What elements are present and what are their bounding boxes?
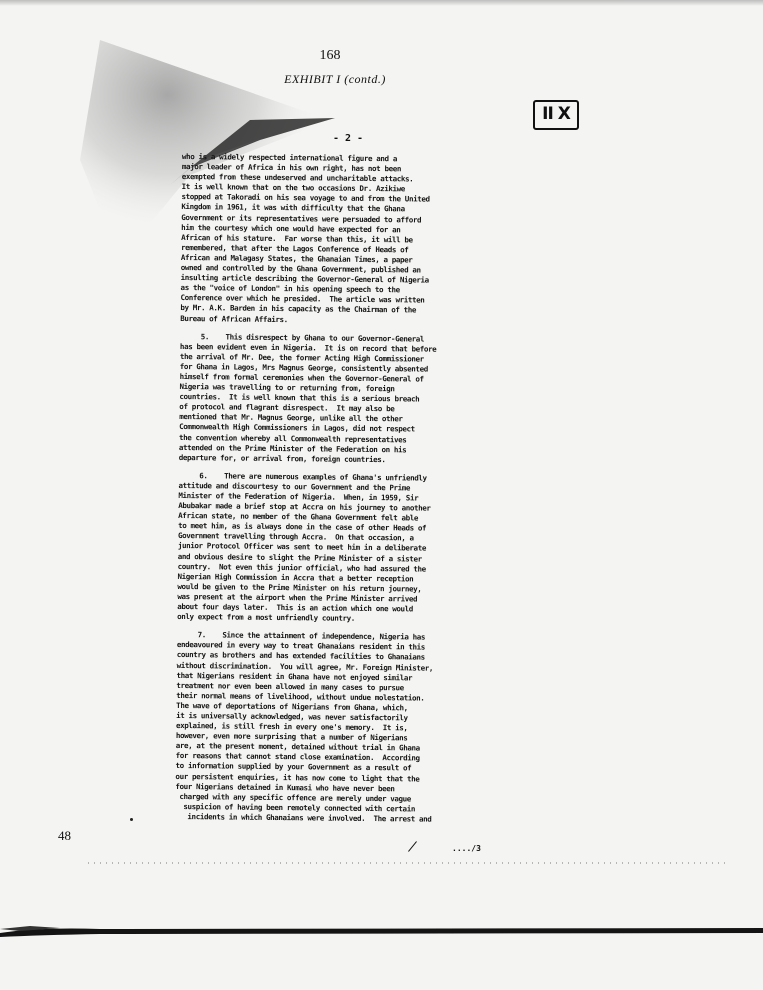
- body-line: Commonwealth High Commissioners in Lagos, did not respect: [179, 422, 415, 434]
- body-line: major leader of Africa in his own right, has not been: [181, 162, 402, 174]
- typewritten-letter-body: [175, 152, 562, 826]
- margin-page-number: 48: [58, 828, 71, 843]
- body-line: who is a widely respected international figure and a: [181, 152, 398, 164]
- book-page-number: 168: [319, 48, 341, 63]
- body-line: mentioned that Mr. Magnus George, unlike all the other: [179, 412, 403, 424]
- body-line: however, even more surprising that a number of Nigerians: [175, 731, 408, 743]
- body-line: only expect from a most unfriendly country.: [177, 612, 356, 623]
- body-line: country. Not even this junior official, who had assured the: [177, 561, 426, 574]
- body-line: owned and controlled by the Ghana Government, published an: [180, 263, 421, 275]
- document-page-marker: - 2 -: [332, 133, 364, 144]
- body-line: himself from formal ceremonies when the Governor-General of: [179, 371, 424, 384]
- dotted-rule: [88, 862, 728, 864]
- body-line: 5. This disrespect by Ghana to our Governor-General: [180, 331, 425, 344]
- body-line: attended on the Prime Minister of the Federation on his: [178, 442, 407, 454]
- body-line: endeavoured in every way to treat Ghanaians resident in this: [176, 640, 425, 652]
- body-line: Bureau of African Affairs.: [180, 313, 288, 324]
- exhibit-heading: EXHIBIT I (contd.): [284, 72, 386, 86]
- body-line: stopped at Takoradi on his sea voyage to and from the United: [181, 192, 430, 204]
- body-line: Nigeria was travelling to or returning from, foreign: [179, 382, 395, 394]
- body-line: Nigerian High Commission in Accra that a better reception: [177, 571, 414, 584]
- body-line: charged with any specific offence are merely under vague: [175, 791, 412, 804]
- body-line: about four days later. This is an action which one would: [177, 602, 413, 614]
- body-line: their normal means of livelihood, without undue molestation.: [176, 690, 425, 703]
- body-line: would be given to the Prime Minister on his return journey,: [177, 581, 422, 594]
- body-line: to meet him, as is always done in the case of other Heads of: [178, 521, 427, 533]
- body-line: to information supplied by your Government as a result of: [175, 761, 412, 773]
- body-line: treatment nor even been allowed in many cases to pursue: [176, 680, 404, 693]
- body-line: him the courtesy which one would have expected for an: [181, 222, 401, 234]
- body-line: departure for, or arrival from, foreign countries.: [178, 452, 386, 464]
- body-line: as the "voice of London" in his opening speech to the: [180, 283, 400, 295]
- body-line: the arrival of Mr. Dee, the former Acting High Commissioner: [179, 351, 424, 364]
- scan-edge-bar: [0, 925, 763, 937]
- body-line: 7. Since the attainment of independence, Nigeria has: [176, 630, 426, 642]
- body-line: and obvious desire to slight the Prime Minister of a sister: [177, 551, 422, 564]
- body-line: it is universally acknowledged, was never satisfactorily: [176, 710, 408, 723]
- body-line: countries. It is well known that this is a serious breach: [179, 392, 420, 404]
- body-line: for reasons that cannot stand close examination. According: [175, 751, 420, 763]
- body-line: country as brothers and has extended facilities to Ghanaians: [176, 650, 425, 662]
- handwritten-folio-stamp: II X: [533, 100, 579, 130]
- body-line: was present at the airport when the Prime Minister arrived: [177, 591, 418, 604]
- body-line: for Ghana in Lagos, Mrs Magnus George, consistently absented: [179, 361, 428, 374]
- body-line: suspicion of having been remotely connected with certain: [175, 801, 416, 814]
- body-line: four Nigerians detained in Kumasi who have never been: [175, 781, 395, 793]
- body-line: remembered, that after the Lagos Conference of Heads of: [180, 242, 409, 255]
- body-line: It is well known that on the two occasions Dr. Azikiwe: [181, 182, 405, 194]
- body-line: explained, is still fresh in every one's memory. It is,: [175, 721, 408, 733]
- body-line: 6. There are numerous examples of Ghana's unfriendly: [178, 470, 427, 483]
- body-line: junior Protocol Officer was sent to meet him in a deliberate: [177, 541, 427, 554]
- body-line: has been evident even in Nigeria. It is on record that before: [179, 341, 437, 354]
- body-line: The wave of deportations of Nigerians from Ghana, which,: [176, 700, 408, 713]
- body-line: Conference over which he presided. The article was written: [180, 293, 425, 305]
- body-line: the convention whereby all Commonwealth representatives: [178, 432, 407, 444]
- continuation-marker: ..../3: [452, 844, 481, 853]
- body-line: of protocol and flagrant disrespect. It may also be: [179, 402, 395, 414]
- body-line: African and Malagasy States, the Ghanaian Times, a paper: [180, 252, 413, 265]
- body-line: by Mr. A.K. Barden in his capacity as the Chairman of the: [180, 303, 417, 315]
- body-line: without discrimination. You will agree, Mr. Foreign Minister,: [176, 660, 434, 673]
- body-line: that Nigerians resident in Ghana have not enjoyed similar: [176, 670, 413, 683]
- body-line: incidents in which Ghanaians were involved. The arrest and: [174, 811, 432, 824]
- body-line: Government travelling through Accra. On that occasion, a: [177, 531, 414, 543]
- body-line: our persistent enquiries, it has now come to light that the: [175, 771, 420, 784]
- body-line: African state, no member of the Ghana Government felt able: [178, 511, 419, 523]
- body-line: are, at the present moment, detained without trial in Ghana: [175, 741, 420, 753]
- body-line: Government or its representatives were persuaded to afford: [181, 212, 422, 225]
- body-line: exempted from these undeserved and uncharitable attacks.: [181, 172, 414, 184]
- body-line: attitude and discourtesy to our Government and the Prime: [178, 480, 411, 493]
- body-line: Kingdom in 1961, it was with difficulty that the Ghana: [181, 202, 405, 214]
- body-line: Abubakar made a brief stop at Accra on his journey to another: [178, 501, 431, 513]
- body-line: insulting article describing the Governor-General of Nigeria: [180, 273, 429, 285]
- handwritten-mark: /: [408, 838, 417, 856]
- body-line: Minister of the Federation of Nigeria. When, in 1959, Sir: [178, 490, 419, 503]
- body-line: African of his stature. Far worse than this, it will be: [181, 232, 413, 245]
- scan-speck: [130, 818, 133, 821]
